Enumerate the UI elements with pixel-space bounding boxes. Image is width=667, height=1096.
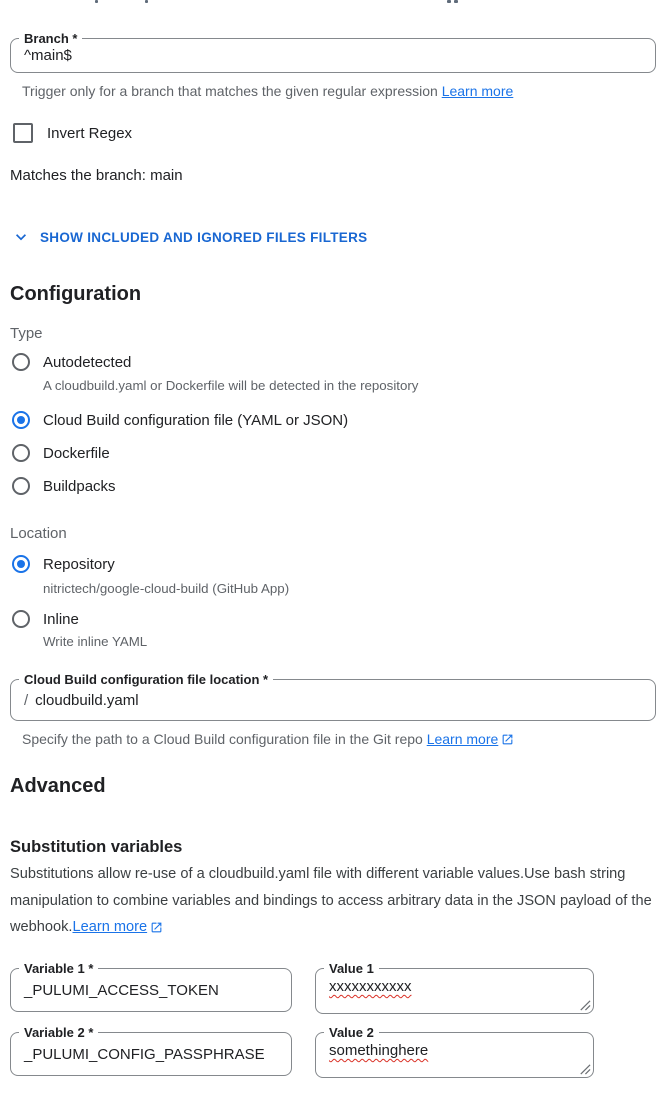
radio-autodetected[interactable]: Autodetected [12, 353, 131, 371]
config-file-location-input[interactable] [10, 672, 656, 721]
branch-field-label: Branch * [19, 30, 82, 47]
radio-icon[interactable] [12, 610, 30, 628]
chevron-down-icon [11, 227, 31, 247]
config-file-location-value: cloudbuild.yaml [35, 691, 139, 709]
variable-1-value: _PULUMI_ACCESS_TOKEN [24, 981, 219, 999]
configuration-heading: Configuration [10, 283, 142, 305]
show-files-filters-toggle[interactable] [11, 227, 367, 247]
value-2-label: Value 2 [324, 1024, 379, 1041]
substitution-variables-description: Substitutions allow re-use of a cloudbuild.yaml file with different variable values.Use bash string manipulation to combine variables and bindings to access arbitrary data in the JSON payload of the webhook. Learn more [10, 861, 660, 941]
substitutions-learn-more-link[interactable]: Learn more [72, 914, 163, 941]
config-file-helper-text: Specify the path to a Cloud Build configuration file in the Git repo Learn more [22, 731, 514, 747]
branch-field-value: ^main$ [24, 47, 72, 64]
radio-icon[interactable] [12, 477, 30, 495]
radio-autodetected-description: A cloudbuild.yaml or Dockerfile will be detected in the repository [43, 378, 419, 393]
branch-learn-more-link[interactable]: Learn more [441, 83, 514, 99]
type-group-label: Type [10, 325, 43, 342]
resize-handle-icon[interactable] [578, 1062, 591, 1075]
branch-match-status: Matches the branch: main [10, 167, 183, 184]
radio-icon[interactable] [12, 444, 30, 462]
variable-1-input[interactable] [10, 961, 292, 1012]
variable-2-label: Variable 2 * [19, 1024, 98, 1041]
variable-2-value: _PULUMI_CONFIG_PASSPHRASE [24, 1045, 265, 1063]
location-group-label: Location [10, 525, 67, 542]
value-2-textarea[interactable] [315, 1025, 594, 1078]
branch-input[interactable] [10, 31, 656, 73]
radio-cloud-build-config-file[interactable]: Cloud Build configuration file (YAML or JSON) [12, 411, 348, 429]
radio-icon[interactable] [12, 555, 30, 573]
advanced-heading: Advanced [10, 775, 106, 797]
radio-dockerfile[interactable]: Dockerfile [12, 444, 110, 462]
radio-icon[interactable] [12, 411, 30, 429]
invert-regex-label: Invert Regex [47, 124, 133, 142]
value-1-label: Value 1 [324, 960, 379, 977]
value-1-value: xxxxxxxxxxx [329, 978, 412, 995]
radio-icon[interactable] [12, 353, 30, 371]
value-1-textarea[interactable] [315, 961, 594, 1014]
path-prefix: / [24, 691, 29, 709]
open-in-new-icon [501, 733, 514, 746]
branch-helper-text: Trigger only for a branch that matches the given regular expression Learn more [22, 83, 514, 99]
invert-regex-row[interactable] [13, 123, 132, 143]
open-in-new-icon [150, 921, 163, 934]
value-2-value: somethinghere [329, 1042, 429, 1059]
variable-1-label: Variable 1 * [19, 960, 98, 977]
show-files-filters-label: SHOW INCLUDED AND IGNORED FILES FILTERS [40, 229, 368, 245]
variable-2-input[interactable] [10, 1025, 292, 1076]
invert-regex-checkbox[interactable] [13, 123, 33, 143]
radio-inline[interactable]: Inline [12, 610, 79, 628]
substitution-variables-heading: Substitution variables [10, 838, 183, 856]
config-file-location-label: Cloud Build configuration file location * [19, 671, 273, 688]
radio-repository-description: nitrictech/google-cloud-build (GitHub App) [43, 581, 290, 596]
radio-repository[interactable]: Repository [12, 555, 115, 573]
radio-buildpacks[interactable]: Buildpacks [12, 477, 116, 495]
config-file-learn-more-link[interactable]: Learn more [427, 731, 515, 747]
radio-inline-description: Write inline YAML [43, 634, 148, 649]
resize-handle-icon[interactable] [578, 998, 591, 1011]
